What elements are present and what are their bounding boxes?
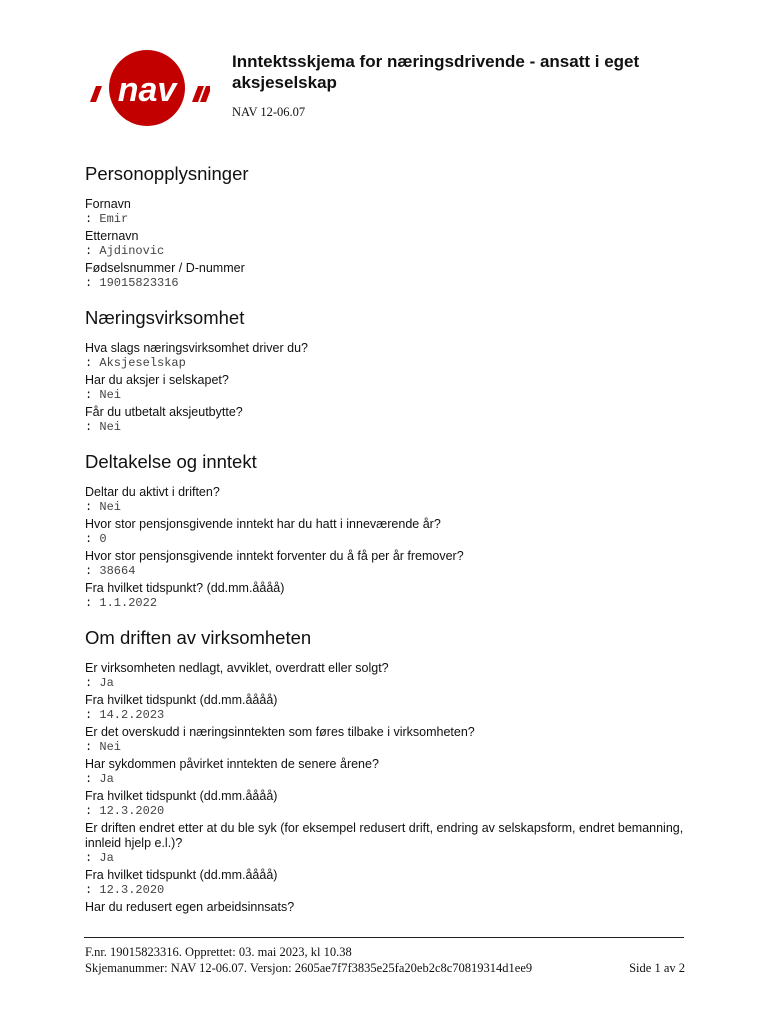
answer-text: 0: [99, 532, 107, 546]
form-title: Inntektsskjema for næringsdrivende - ansatt i eget aksjeselskap: [232, 52, 640, 92]
answer-text: 14.2.2023: [99, 708, 165, 722]
section-naeringsvirksomhet: [85, 306, 705, 434]
question-label: Hvor stor pensjonsgivende inntekt har du hatt i inneværende år?: [85, 517, 441, 531]
answer-value: : 12.3.2020: [85, 804, 165, 818]
answer-value: : Nei: [85, 740, 122, 754]
footer-version-line: Skjemanummer: NAV 12-06.07. Versjon: 2605ae7f7f3835e25fa20eb2c8c70819314d1ee9: [85, 961, 533, 975]
question-label: Har sykdommen påvirket inntekten de senere årene?: [85, 757, 379, 771]
question-label: Er virksomheten nedlagt, avviklet, overdratt eller solgt?: [85, 661, 389, 675]
answer-text: Nei: [99, 500, 122, 514]
question-label: Hva slags næringsvirksomhet driver du?: [85, 341, 309, 355]
answer-value: : Emir: [85, 212, 129, 226]
question-label: Har du redusert egen arbeidsinnsats?: [85, 900, 295, 914]
section-personopplysninger: [85, 162, 705, 290]
answer-value: : Ja: [85, 676, 114, 690]
section-deltakelse-og-inntekt: [85, 450, 705, 610]
answer-value: : Ja: [85, 851, 114, 865]
answer-value: : Ja: [85, 772, 114, 786]
answer-text: 19015823316: [99, 276, 179, 290]
answer-text: Nei: [99, 388, 122, 402]
answer-value: : 12.3.2020: [85, 883, 165, 897]
question-label: Deltar du aktivt i driften?: [85, 485, 220, 499]
question-label: Fra hvilket tidspunkt (dd.mm.åååå): [85, 789, 278, 803]
answer-value: : Nei: [85, 500, 122, 514]
answer-value: : Nei: [85, 420, 122, 434]
answer-text: Aksjeselskap: [99, 356, 186, 370]
answer-value: : Aksjeselskap: [85, 356, 186, 370]
question-label: Er det overskudd i næringsinntekten som føres tilbake i virksomheten?: [85, 725, 475, 739]
answer-text: Nei: [99, 740, 122, 754]
answer-text: 12.3.2020: [99, 883, 165, 897]
question-label: Fra hvilket tidspunkt? (dd.mm.åååå): [85, 581, 285, 595]
footer-meta-line: F.nr. 19015823316. Opprettet: 03. mai 2023, kl 10.38: [85, 945, 352, 959]
question-label: Er driften endret etter at du ble syk (for eksempel redusert drift, endring av selskapsform, endret bemanning, innleid hjelp e.l.)?: [85, 821, 684, 850]
question-label: Etternavn: [85, 229, 139, 243]
answer-text: Ajdinovic: [99, 244, 165, 258]
question-label: Fødselsnummer / D-nummer: [85, 261, 245, 275]
section-om-driften: [85, 626, 705, 915]
section-heading: Om driften av virksomheten: [85, 627, 312, 648]
section-heading: Deltakelse og inntekt: [85, 451, 257, 472]
answer-value: : 0: [85, 532, 107, 546]
answer-text: Emir: [99, 212, 129, 226]
question-label: Får du utbetalt aksjeutbytte?: [85, 405, 243, 419]
section-heading: Næringsvirksomhet: [85, 307, 245, 328]
answer-text: Ja: [99, 851, 114, 865]
answer-value: : Ajdinovic: [85, 244, 165, 258]
footer-divider: [84, 937, 684, 938]
question-label: Hvor stor pensjonsgivende inntekt forventer du å få per år fremover?: [85, 549, 464, 563]
answer-value: : Nei: [85, 388, 122, 402]
answer-value: : 19015823316: [85, 276, 179, 290]
form-number: NAV 12-06.07: [232, 105, 306, 119]
question-label: Fornavn: [85, 197, 131, 211]
question-label: Fra hvilket tidspunkt (dd.mm.åååå): [85, 693, 278, 707]
nav-logo-text: nav: [117, 71, 177, 109]
answer-text: Ja: [99, 772, 114, 786]
answer-text: Ja: [99, 676, 114, 690]
page-footer: [85, 944, 685, 976]
answer-text: Nei: [99, 420, 122, 434]
page-number: Side 1 av 2: [629, 961, 685, 975]
section-heading: Personopplysninger: [85, 163, 249, 184]
answer-text: 38664: [99, 564, 136, 578]
form-content: [85, 162, 705, 931]
answer-value: : 1.1.2022: [85, 596, 158, 610]
answer-value: : 38664: [85, 564, 136, 578]
answer-text: 1.1.2022: [99, 596, 158, 610]
question-label: Fra hvilket tidspunkt (dd.mm.åååå): [85, 868, 278, 882]
answer-value: : 14.2.2023: [85, 708, 165, 722]
question-label: Har du aksjer i selskapet?: [85, 373, 229, 387]
answer-text: 12.3.2020: [99, 804, 165, 818]
nav-logo: [84, 50, 210, 126]
